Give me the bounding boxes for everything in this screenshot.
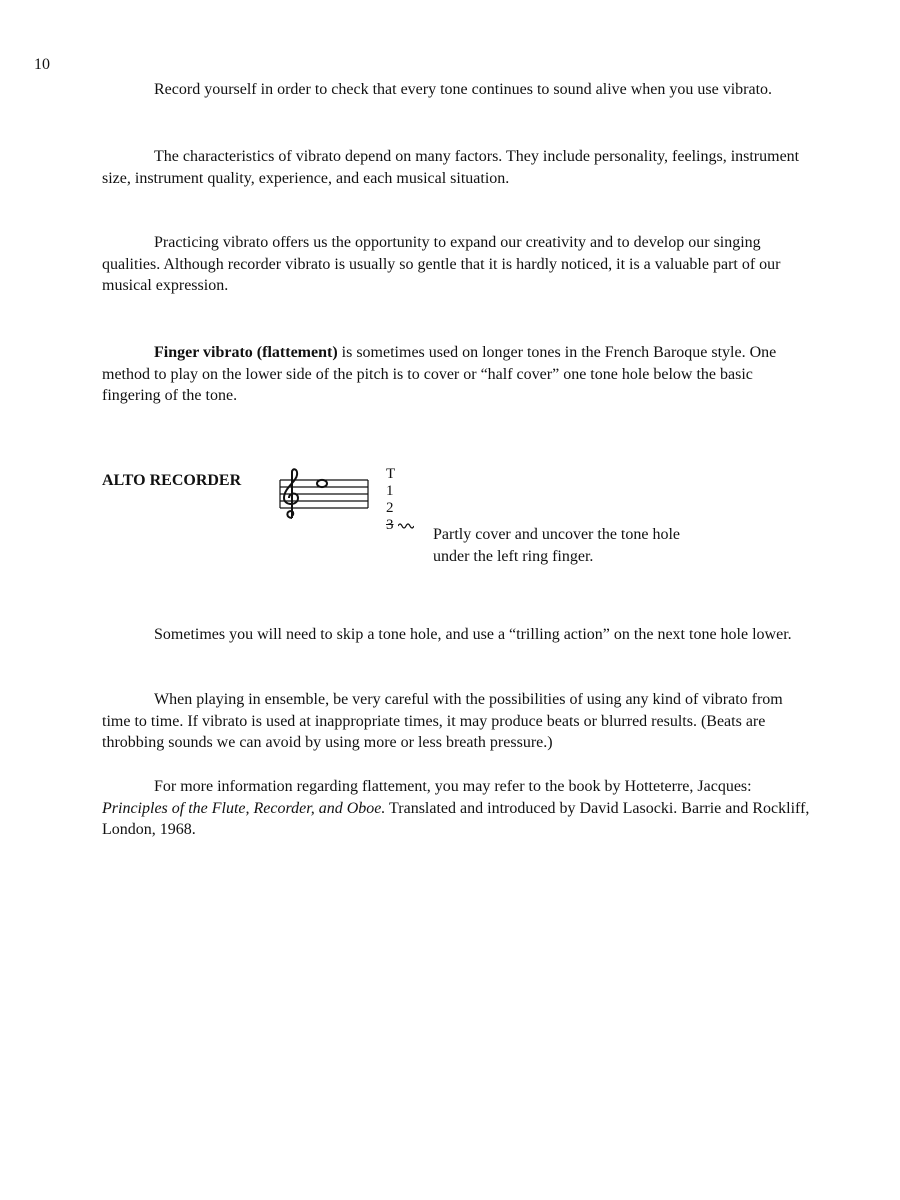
finger-vibrato-description: is sometimes used on longer tones in the French Baroque style. One method to play on the lower side of the pitch is to cover or “half cover” one tone hole below the basic fingering of the tone. (102, 344, 777, 404)
paragraph-finger-vibrato (102, 342, 814, 407)
reference-author: For more information regarding flattement, you may refer to the book by Hotteterre, Jacques: (154, 778, 752, 795)
paragraph-record-yourself: Record yourself in order to check that every tone continues to sound alive when you use vibrato. (154, 81, 773, 98)
fingering-chart (386, 466, 395, 534)
example-label: ALTO RECORDER (102, 472, 242, 489)
paragraph-ensemble: When playing in ensemble, be very careful with the possibilities of using any kind of vibrato from time to time. If vibrato is used at inappropriate times, it may produce beats or blurred results. (Beats are throbbing sounds we can avoid by using more or less breath pressure.) (102, 691, 783, 751)
music-staff-icon (276, 466, 370, 524)
paragraph-reference (102, 776, 814, 841)
term-finger-vibrato: Finger vibrato (flattement) (154, 344, 338, 361)
example-instruction (433, 524, 680, 568)
paragraph-practicing-vibrato: Practicing vibrato offers us the opportunity to expand our creativity and to develop our singing qualities. Although recorder vibrato is usually so gentle that it is hardly noticed, it is a valuable part of our musical expression. (102, 234, 781, 294)
reference-publication: Translated and introduced by David Lasocki. Barrie and Rockliff, London, 1968. (102, 799, 810, 838)
page-number: 10 (34, 56, 50, 73)
instruction-line-2: under the left ring finger. (433, 548, 594, 565)
instruction-line-1: Partly cover and uncover the tone hole (433, 526, 681, 543)
vibrato-wave-icon (398, 521, 414, 531)
fingering-2: 2 (386, 500, 394, 516)
whole-note-icon (317, 480, 327, 487)
fingering-thumb: T (386, 466, 396, 482)
paragraph-skip-tone-hole: Sometimes you will need to skip a tone hole, and use a “trilling action” on the next tone hole lower. (154, 626, 792, 643)
fingering-1: 1 (386, 483, 394, 499)
reference-book-title: Principles of the Flute, Recorder, and Oboe. (102, 799, 386, 817)
paragraph-vibrato-characteristics: The characteristics of vibrato depend on many factors. They include personality, feelings, instrument size, instrument quality, experience, and each musical situation. (102, 148, 800, 187)
alto-recorder-example (102, 466, 822, 576)
fingering-3: 3 (386, 517, 394, 533)
